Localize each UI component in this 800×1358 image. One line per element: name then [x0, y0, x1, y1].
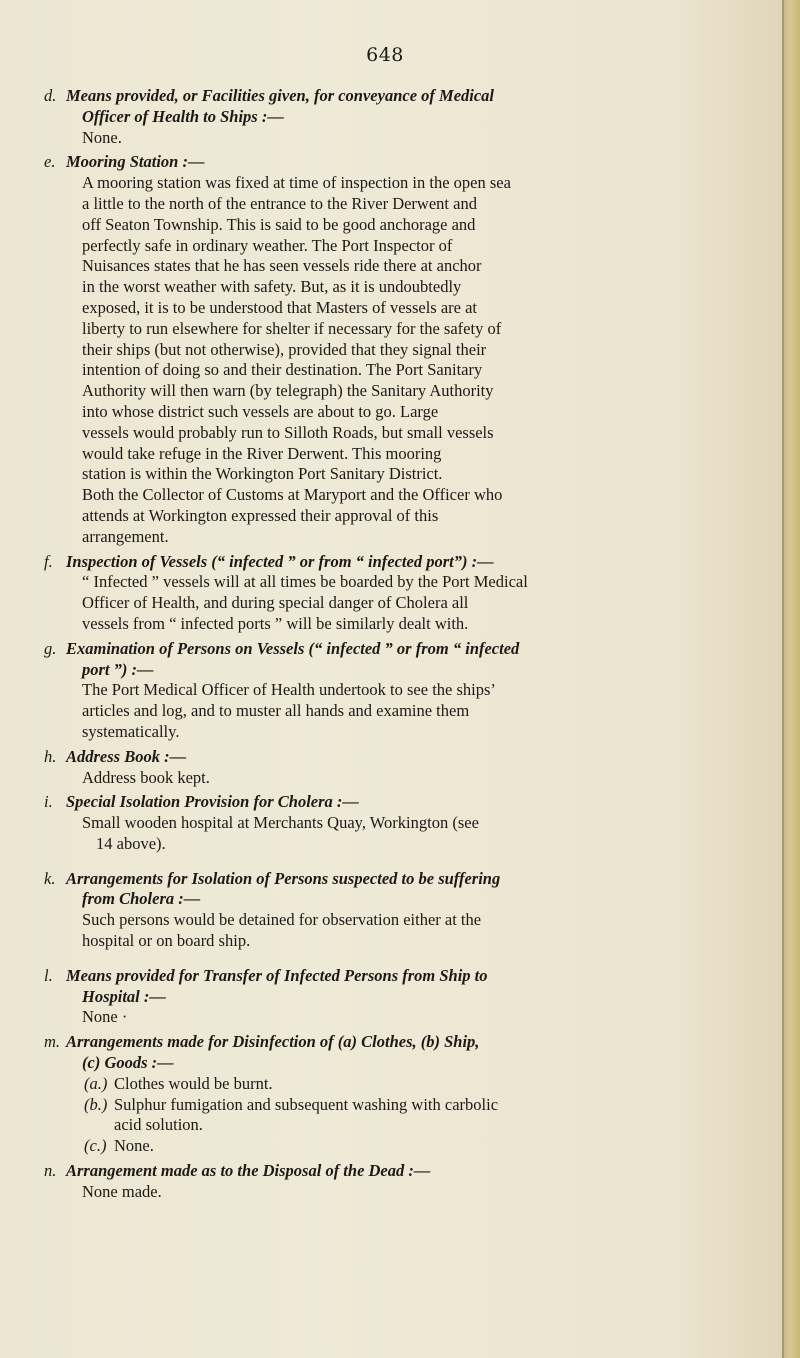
section-g	[44, 639, 734, 743]
section-f	[44, 552, 734, 635]
section-i	[44, 792, 734, 854]
text-line: exposed, it is to be understood that Masters of vessels are at	[82, 297, 477, 317]
section-n	[44, 1161, 734, 1203]
section-marker: k.	[44, 868, 56, 888]
text-line: would take refuge in the River Derwent. This mooring	[82, 443, 442, 463]
section-title: Address Book :—	[66, 746, 187, 766]
section-text: None made.	[82, 1181, 162, 1201]
item-label: (c.)	[84, 1136, 107, 1156]
text-line: 14 above).	[96, 833, 166, 853]
text-line: into whose district such vessels are about to go. Large	[82, 401, 439, 421]
section-text: Address book kept.	[82, 767, 210, 787]
text-line: a little to the north of the entrance to the River Derwent and	[82, 193, 477, 213]
item-label: (b.)	[84, 1094, 108, 1114]
section-title: Mooring Station :—	[66, 152, 205, 172]
section-l	[44, 966, 734, 1028]
book-edge	[784, 0, 800, 1358]
list-item	[84, 1095, 734, 1116]
section-k	[44, 869, 734, 952]
text-line: station is within the Workington Port Sanitary District.	[82, 464, 443, 484]
list-item	[84, 1136, 734, 1157]
section-title: Arrangements made for Disinfection of (a) Clothes, (b) Ship,	[66, 1032, 480, 1052]
item-text: Clothes would be burnt.	[114, 1073, 273, 1093]
text-line: systematically.	[82, 721, 180, 741]
section-marker: i.	[44, 792, 53, 812]
disinfection-list	[44, 1074, 734, 1157]
section-text: None.	[82, 127, 122, 147]
text-line: off Seaton Township. This is said to be good anchorage and	[82, 214, 476, 234]
section-title: Means provided for Transfer of Infected Persons from Ship to	[66, 965, 488, 985]
text-line: in the worst weather with safety. But, as it is undoubtedly	[82, 277, 462, 297]
section-title: Inspection of Vessels (“ infected ” or from “ infected port”) :—	[66, 551, 494, 571]
text-line: Small wooden hospital at Merchants Quay, Workington (see	[82, 813, 479, 833]
text-line: Both the Collector of Customs at Maryport and the Officer who	[82, 485, 503, 505]
section-d	[44, 86, 734, 148]
section-marker: f.	[44, 551, 53, 571]
list-item	[84, 1074, 734, 1095]
list-item-continued	[84, 1115, 734, 1136]
text-line: A mooring station was fixed at time of inspection in the open sea	[82, 173, 511, 193]
section-marker: h.	[44, 746, 57, 766]
page-number: 648	[366, 44, 404, 66]
section-title-continued: port ”) :—	[82, 659, 154, 679]
section-title: Means provided, or Facilities given, for conveyance of Medical	[66, 86, 495, 105]
section-marker: e.	[44, 152, 56, 172]
text-line: articles and log, and to muster all hands and examine them	[82, 701, 470, 721]
text-line: hospital or on board ship.	[82, 931, 251, 951]
text-line: intention of doing so and their destination. The Port Sanitary	[82, 360, 483, 380]
section-title: Examination of Persons on Vessels (“ infected ” or from “ infected	[66, 638, 520, 658]
section-title-continued: Hospital :—	[82, 986, 166, 1006]
section-marker: d.	[44, 86, 57, 105]
section-title: Arrangements for Isolation of Persons suspected to be suffering	[66, 868, 501, 888]
section-marker: n.	[44, 1161, 57, 1181]
text-line: vessels would probably run to Silloth Roads, but small vessels	[82, 422, 494, 442]
section-title: Special Isolation Provision for Cholera :—	[66, 792, 359, 812]
section-title-continued: (c) Goods :—	[82, 1053, 174, 1073]
section-e	[44, 152, 734, 547]
text-line: The Port Medical Officer of Health undertook to see the ships’	[82, 680, 496, 700]
text-line: their ships (but not otherwise), provided that they signal their	[82, 339, 487, 359]
text-line: “ Infected ” vessels will at all times be boarded by the Port Medical	[82, 572, 528, 592]
text-line: perfectly safe in ordinary weather. The Port Inspector of	[82, 235, 453, 255]
section-title: Arrangement made as to the Disposal of the Dead :—	[66, 1161, 431, 1181]
section-title-continued: from Cholera :—	[82, 889, 201, 909]
section-marker: g.	[44, 638, 57, 658]
item-text: None.	[114, 1136, 154, 1156]
text-line: vessels from “ infected ports ” will be similarly dealt with.	[82, 613, 469, 633]
text-line: Officer of Health, and during special danger of Cholera all	[82, 593, 469, 613]
item-text: acid solution.	[114, 1115, 203, 1135]
section-h	[44, 747, 734, 789]
report-body	[44, 86, 734, 1207]
item-label: (a.)	[84, 1073, 108, 1093]
text-line: liberty to run elsewhere for shelter if necessary for the safety of	[82, 318, 502, 338]
section-marker: l.	[44, 965, 53, 985]
section-title-continued: Officer of Health to Ships :—	[82, 106, 284, 126]
text-line: attends at Workington expressed their approval of this	[82, 505, 439, 525]
item-text: Sulphur fumigation and subsequent washing with carbolic	[114, 1094, 499, 1114]
text-line: arrangement.	[82, 526, 169, 546]
text-line: Authority will then warn (by telegraph) the Sanitary Authority	[82, 381, 494, 401]
text-line: Nuisances states that he has seen vessels ride there at anchor	[82, 256, 482, 276]
section-m	[44, 1032, 734, 1157]
section-marker: m.	[44, 1032, 61, 1052]
text-line: Such persons would be detained for observation either at the	[82, 910, 482, 930]
section-text: None ·	[82, 1007, 128, 1027]
